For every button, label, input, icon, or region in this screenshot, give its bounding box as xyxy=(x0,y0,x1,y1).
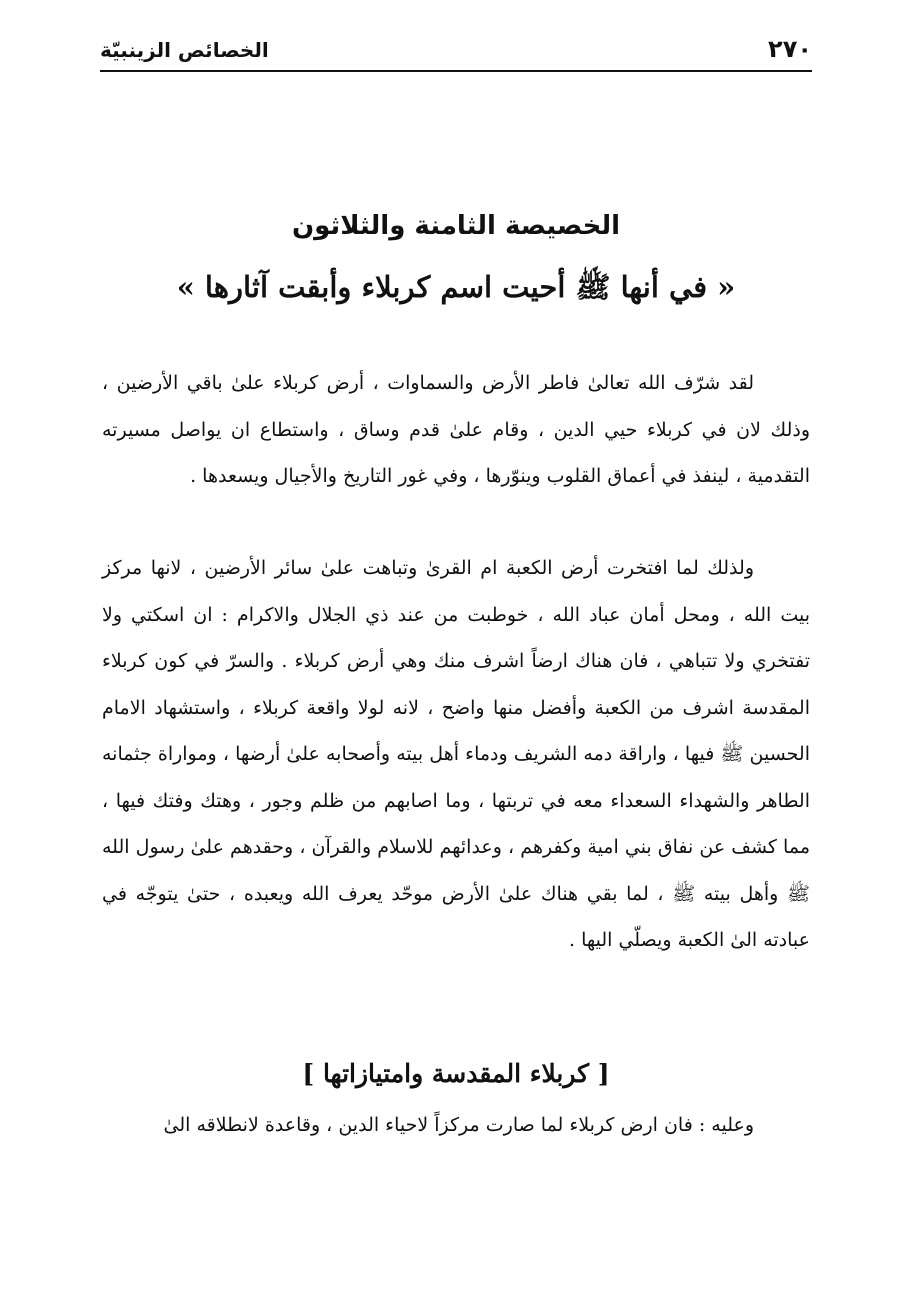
subsection-heading: [ كربلاء المقدسة وامتيازاتها ] xyxy=(302,1059,610,1088)
paragraph-text: ولذلك لما افتخرت أرض الكعبة ام القرىٰ وتباهت علىٰ سائر الأرضين ، لانها مركز بيت الله ، ومحل أمان عباد الله ، خوطبت من عند ذي الجلال والاكرام : ان اسكتي ولا تفتخري ولا تتباهي ، فان هناك ارضاً اشرف منك وهي أرض كربلاء . والسرّ في كون كربلاء المقدسة اشرف من الكعبة وأفضل منها واضح ، لانه لولا واقعة كربلاء ، واستشهاد الامام الحسين ﷺ فيها ، واراقة دمه الشريف ودماء أهل بيته وأصحابه علىٰ أرضها ، ومواراة جثمانه الطاهر والشهداء السعداء معه في تربتها ، وما اصابهم من ظلم وجور ، وهتك وفتك فيها ، مما كشف عن نفاق بني امية وكفرهم ، وعدائهم للاسلام والقرآن ، وحقدهم علىٰ رسول الله ﷺ وأهل بيته ﷺ ، لما بقي هناك علىٰ الأرض موحّد يعرف الله ويعبده ، حتىٰ يتوجّه في عبادته الىٰ الكعبة ويصلّي اليها . xyxy=(102,557,810,951)
paragraph-text: وعليه : فان ارض كربلاء لما صارت مركزاً لاحياء الدين ، وقاعدة لانطلاقه الىٰ xyxy=(163,1114,754,1136)
body-paragraph-1 xyxy=(102,360,810,500)
body-paragraph-3 xyxy=(102,1102,810,1149)
paragraph-text: لقد شرّف الله تعالىٰ فاطر الأرض والسماوات ، أرض كربلاء علىٰ باقي الأرضين ، وذلك لان في كربلاء حيي الدين ، وقام علىٰ قدم وساق ، واستطاع ان يواصل مسيرته التقدمية ، لينفذ في أعماق القلوب وينوّرها ، وفي غور التاريخ والأجيال ويسعدها . xyxy=(102,372,810,487)
running-header xyxy=(100,30,812,70)
page-number: ٢٧٠ xyxy=(768,35,812,63)
section-heading: الخصيصة الثامنة والثلاثون xyxy=(291,211,621,241)
book-title: الخصائص الزينبيّة xyxy=(100,38,269,62)
header-divider xyxy=(100,70,812,72)
body-paragraph-2 xyxy=(102,545,810,964)
section-subheading: « في أنها ﷺ أحيت اسم كربلاء وأبقت آثارها » xyxy=(176,270,736,304)
